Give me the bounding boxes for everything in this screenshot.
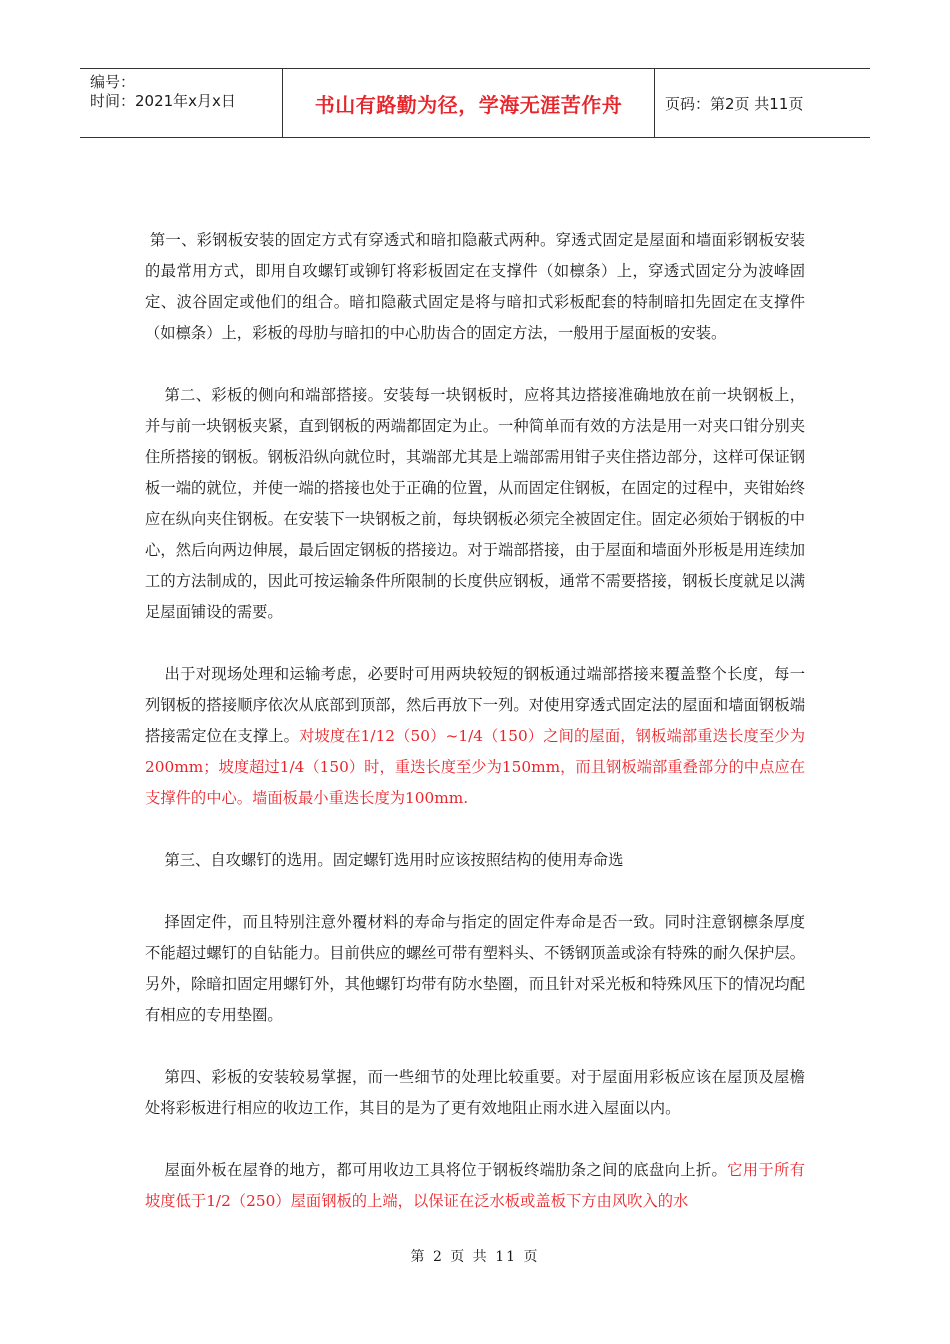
highlighted-text: 它用于所有坡度低于1/2（250）屋面钢板的上端，以保证在泛水板或盖板下方由风吹入的水 <box>145 1161 805 1210</box>
paragraph-2: 第二、彩板的侧向和端部搭接。安装每一块钢板时，应将其边搭接准确地放在前一块钢板上，并与前一块钢板夹紧，直到钢板的两端都固定为止。一种简单而有效的方法是用一对夹口钳分别夹住所搭接的钢板。钢板沿纵向就位时，其端部尤其是上端部需用钳子夹住搭边部分，这样可保证钢板一端的就位，并使一端的搭接也处于正确的位置，从而固定住钢板，在固定的过程中，夹钳始终应在纵向夹住钢板。在安装下一块钢板之前，每块钢板必须完全被固定住。固定必须始于钢板的中心，然后向两边伸展，最后固定钢板的搭接边。对于端部搭接，由于屋面和墙面外形板是用连续加工的方法制成的，因此可按运输条件所限制的长度供应钢板，通常不需要搭接，钢板长度就足以满足屋面铺设的需要。 <box>145 386 805 621</box>
header-page-info: 页码：第2页 共11页 <box>665 94 804 113</box>
header-table <box>80 68 870 138</box>
page-footer: 第 2 页 共 11 页 <box>410 1249 540 1265</box>
paragraph-4: 第三、自攻螺钉的选用。固定螺钉选用时应该按照结构的使用寿命选 <box>164 851 624 869</box>
date-label: 时间：2021年x月x日 <box>90 92 236 110</box>
paragraph-7: 屋面外板在屋脊的地方，都可用收边工具将位于钢板终端肋条之间的底盘向上折。它用于所有坡度低于1/2（250）屋面钢板的上端，以保证在泛水板或盖板下方由风吹入的水 <box>145 1161 805 1210</box>
paragraph-1: 第一、彩钢板安装的固定方式有穿透式和暗扣隐蔽式两种。穿透式固定是屋面和墙面彩钢板安装的最常用方式，即用自攻螺钉或铆钉将彩板固定在支撑件（如檩条）上，穿透式固定分为波峰固定、波谷固定或他们的组合。暗扣隐蔽式固定是将与暗扣式彩板配套的特制暗扣先固定在支撑件（如檩条）上，彩板的母肋与暗扣的中心肋齿合的固定方法，一般用于屋面板的安装。 <box>145 231 805 342</box>
highlighted-text: 对坡度在1/12（50）~1/4（150）之间的屋面，钢板端部重迭长度至少为200mm；坡度超过1/4（150）时，重迭长度至少为150mm，而且钢板端部重叠部分的中点应在支撑件的中心。墙面板最小重迭长度为100mm. <box>145 727 805 807</box>
header-meta-cell <box>80 69 283 137</box>
paragraph-3: 出于对现场处理和运输考虑，必要时可用两块较短的钢板通过端部搭接来覆盖整个长度，每一列钢板的搭接顺序依次从底部到顶部，然后再放下一列。对使用穿透式固定法的屋面和墙面钢板端搭接需定位在支撑上。对坡度在1/12（50）~1/4（150）之间的屋面，钢板端部重迭长度至少为200mm；坡度超过1/4（150）时，重迭长度至少为150mm，而且钢板端部重叠部分的中点应在支撑件的中心。墙面板最小重迭长度为100mm. <box>145 665 805 807</box>
paragraph-6: 第四、彩板的安装较易掌握，而一些细节的处理比较重要。对于屋面用彩板应该在屋顶及屋檐处将彩板进行相应的收边工作，其目的是为了更有效地阻止雨水进入屋面以内。 <box>145 1068 805 1117</box>
document-body <box>145 225 805 1248</box>
header-motto: 书山有路勤为径，学海无涯苦作舟 <box>283 69 655 137</box>
paragraph-5: 择固定件，而且特别注意外覆材料的寿命与指定的固定件寿命是否一致。同时注意钢檩条厚度不能超过螺钉的自钻能力。目前供应的螺丝可带有塑料头、不锈钢顶盖或涂有特殊的耐久保护层。另外，除暗扣固定用螺钉外，其他螺钉均带有防水垫圈，而且针对采光板和特殊风压下的情况均配有相应的专用垫圈。 <box>145 913 805 1024</box>
number-label: 编号： <box>90 73 136 91</box>
